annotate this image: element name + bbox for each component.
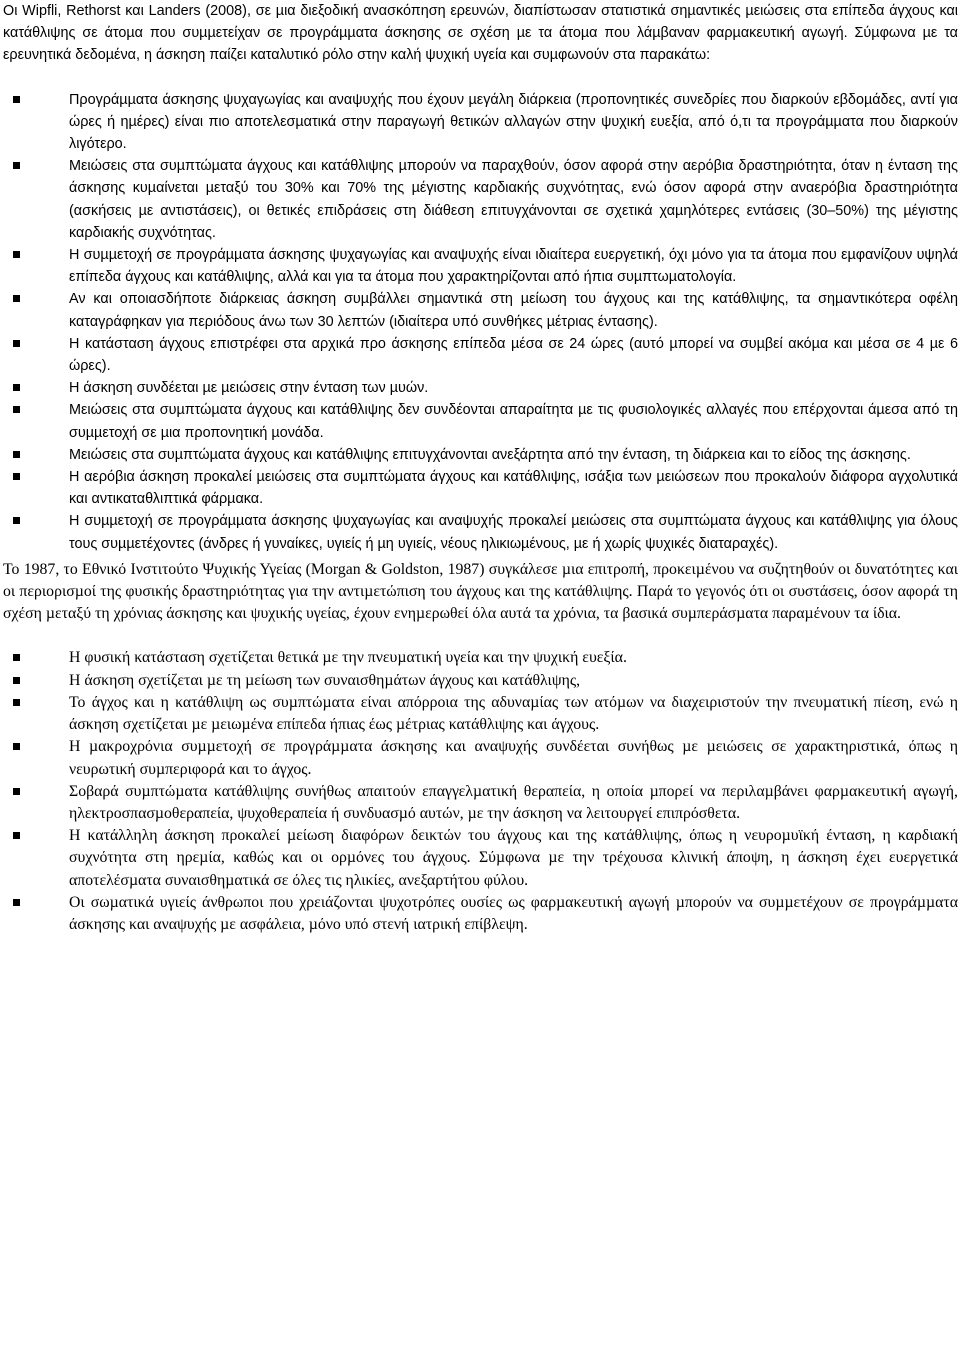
- list-item: Οι σωµατικά υγιείς άνθρωποι που χρειάζονται ψυχοτρόπες ουσίες ως φαρµακευτική αγωγή µπορούν να συµµετέχουν σε προγράµµατα άσκησης και αναψυχής µε ασφάλεια, µόνο υπό στενή ιατρική επίβλεψη.: [69, 892, 958, 936]
- list-item: Η αερόβια άσκηση προκαλεί µειώσεις στα συµπτώµατα άγχους και κατάθλιψης, ισάξια των µειώσεων που προκαλούν διάφορα αγχολυτικά και αντικαταθλιπτικά φάρµακα.: [69, 466, 958, 510]
- list-item: Η κατάσταση άγχους επιστρέφει στα αρχικά προ άσκησης επίπεδα µέσα σε 24 ώρες (αυτό µπορεί να συµβεί ακόµα και µέσα σε 4 µε 6 ώρες).: [69, 333, 958, 377]
- list-item: Η άσκηση σχετίζεται µε τη µείωση των συναισθηµάτων άγχους και κατάθλιψης,: [69, 670, 958, 692]
- list-item: Προγράµµατα άσκησης ψυχαγωγίας και αναψυχής που έχουν µεγάλη διάρκεια (προπονητικές συνεδρίες που διαρκούν εβδοµάδες, αντί για ώρες ή ηµέρες) είναι πιο αποτελεσµατικά στην παραγωγή θετικών αλλαγών στην ψυχική ευεξία, από ό,τι τα προγράµµατα που διαρκούν λιγότερο.: [69, 89, 958, 156]
- list-item: Αν και οποιασδήποτε διάρκειας άσκηση συµβάλλει σηµαντικά στη µείωση του άγχους και της κατάθλιψης, τα σηµαντικότερα οφέλη καταγράφηκαν για περιόδους άνω των 30 λεπτών (ιδιαίτερα υπό συνθήκες µέτριας έντασης).: [69, 288, 958, 332]
- list-item: Μειώσεις στα συµπτώµατα άγχους και κατάθλιψης µπορούν να παραχθούν, όσον αφορά στην αερόβια δραστηριότητα, όταν η ένταση της άσκησης κυµαίνεται µεταξύ του 30% και 70% της µέγιστης καρδιακής συχνότητας, ενώ όσον αφορά στην αναερόβια δραστηριότητα (ασκήσεις µε αντιστάσεις), οι θετικές επιδράσεις στη διάθεση επιτυγχάνονται σε σχετικά χαµηλότερες εντάσεις (30–50%) της µέγιστης καρδιακής συχνότητας.: [69, 155, 958, 244]
- list-item: Σοβαρά συµπτώµατα κατάθλιψης συνήθως απαιτούν επαγγελµατική θεραπεία, η οποία µπορεί να περιλαµβάνει φαρµακευτική αγωγή, ηλεκτροσπασµοθεραπεία, ψυχοθεραπεία ή συνδυασµό αυτών, µε την άσκηση να λειτουργεί επιπρόσθετα.: [69, 781, 958, 825]
- list-item: Μειώσεις στα συµπτώµατα άγχους και κατάθλιψης δεν συνδέονται απαραίτητα µε τις φυσιολογικές αλλαγές που επέρχονται άµεσα από τη συµµετοχή σε µια προπονητική µονάδα.: [69, 399, 958, 443]
- middle-paragraph: Το 1987, το Εθνικό Ινστιτούτο Ψυχικής Υγείας (Morgan & Goldston, 1987) συγκάλεσε µια επιτροπή, προκειµένου να συζητηθούν οι δυνατότητες και οι περιορισµοί της φυσικής δραστηριότητας για την αντιµετώπιση του άγχους και της κατάθλιψης. Παρά το γεγονός ότι οι συστάσεις, όσον αφορά τη σχέση µεταξύ τη χρόνιας άσκησης και ψυχικής υγείας, έχουν ενηµερωθεί όλα αυτά τα χρόνια, τα βασικά συµπεράσµατα παραµένουν τα ίδια.: [3, 560, 958, 623]
- list-item: Η κατάλληλη άσκηση προκαλεί µείωση διαφόρων δεικτών του άγχους και της κατάθλιψης, όπως η νευροµυϊκή ένταση, η καρδιακή συχνότητα στη ηρεµία, καθώς και οι ορµόνες του άγχους. Σύµφωνα µε την τρέχουσα κλινική άποψη, η άσκηση έχει ευεργετικά αποτελέσµατα συναισθηµατικά σε όλες τις ηλικίες, ανεξαρτήτου φύλου.: [69, 825, 958, 892]
- list-item: Η µακροχρόνια συµµετοχή σε προγράµµατα άσκησης και αναψυχής συνδέεται συνήθως µε µειώσεις σε χαρακτηριστικά, όπως η νευρωτική συµπεριφορά και το άγχος.: [69, 736, 958, 780]
- list-item: Η άσκηση συνδέεται µε µειώσεις στην ένταση των µυών.: [69, 377, 958, 399]
- list-item: Το άγχος και η κατάθλιψη ως συµπτώµατα είναι απόρροια της αδυναµίας των ατόµων να διαχειριστούν την πνευµατική πίεση, ενώ η άσκηση σχετίζεται µε µειωµένα επίπεδα ήπιας έως µέτριας κατάθλιψης και άγχους.: [69, 692, 958, 736]
- findings-list: [3, 89, 958, 555]
- conclusions-list: [3, 647, 958, 936]
- list-item: Η φυσική κατάσταση σχετίζεται θετικά µε την πνευµατική υγεία και την ψυχική ευεξία.: [69, 647, 958, 669]
- list-item: Μειώσεις στα συµπτώµατα άγχους και κατάθλιψης επιτυγχάνονται ανεξάρτητα από την ένταση, τη διάρκεια και το είδος της άσκησης.: [69, 444, 958, 466]
- list-item: Η συµµετοχή σε προγράµµατα άσκησης ψυχαγωγίας και αναψυχής είναι ιδιαίτερα ευεργετική, όχι µόνο για τα άτοµα που εµφανίζουν υψηλά επίπεδα άγχους και κατάθλιψης, αλλά και για τα άτοµα που χαρακτηρίζονται από ήπια συµπτωµατολογία.: [69, 244, 958, 288]
- list-item: Η συµµετοχή σε προγράµµατα άσκησης ψυχαγωγίας και αναψυχής προκαλεί µειώσεις στα συµπτώµατα άγχους και κατάθλιψης για όλους τους συµµετέχοντες (άνδρες ή γυναίκες, υγιείς ή µη υγιείς, νέους ηλικιωµένους, µε ή χωρίς ψυχικές διαταραχές).: [69, 510, 958, 554]
- intro-paragraph: Οι Wipfli, Rethorst και Landers (2008), σε µια διεξοδική ανασκόπηση ερευνών, διαπίστωσαν στατιστικά σηµαντικές µειώσεις στα επίπεδα άγχους και κατάθλιψης σε άτοµα που συµµετείχαν σε προγράµµατα άσκησης σε σχέση µε τα άτοµα που λάµβαναν φαρµακευτική αγωγή. Σύµφωνα µε τα ερευνητικά δεδοµένα, η άσκηση παίζει καταλυτικό ρόλο στην καλή ψυχική υγεία και συµφωνούν στα παρακάτω:: [3, 3, 958, 64]
